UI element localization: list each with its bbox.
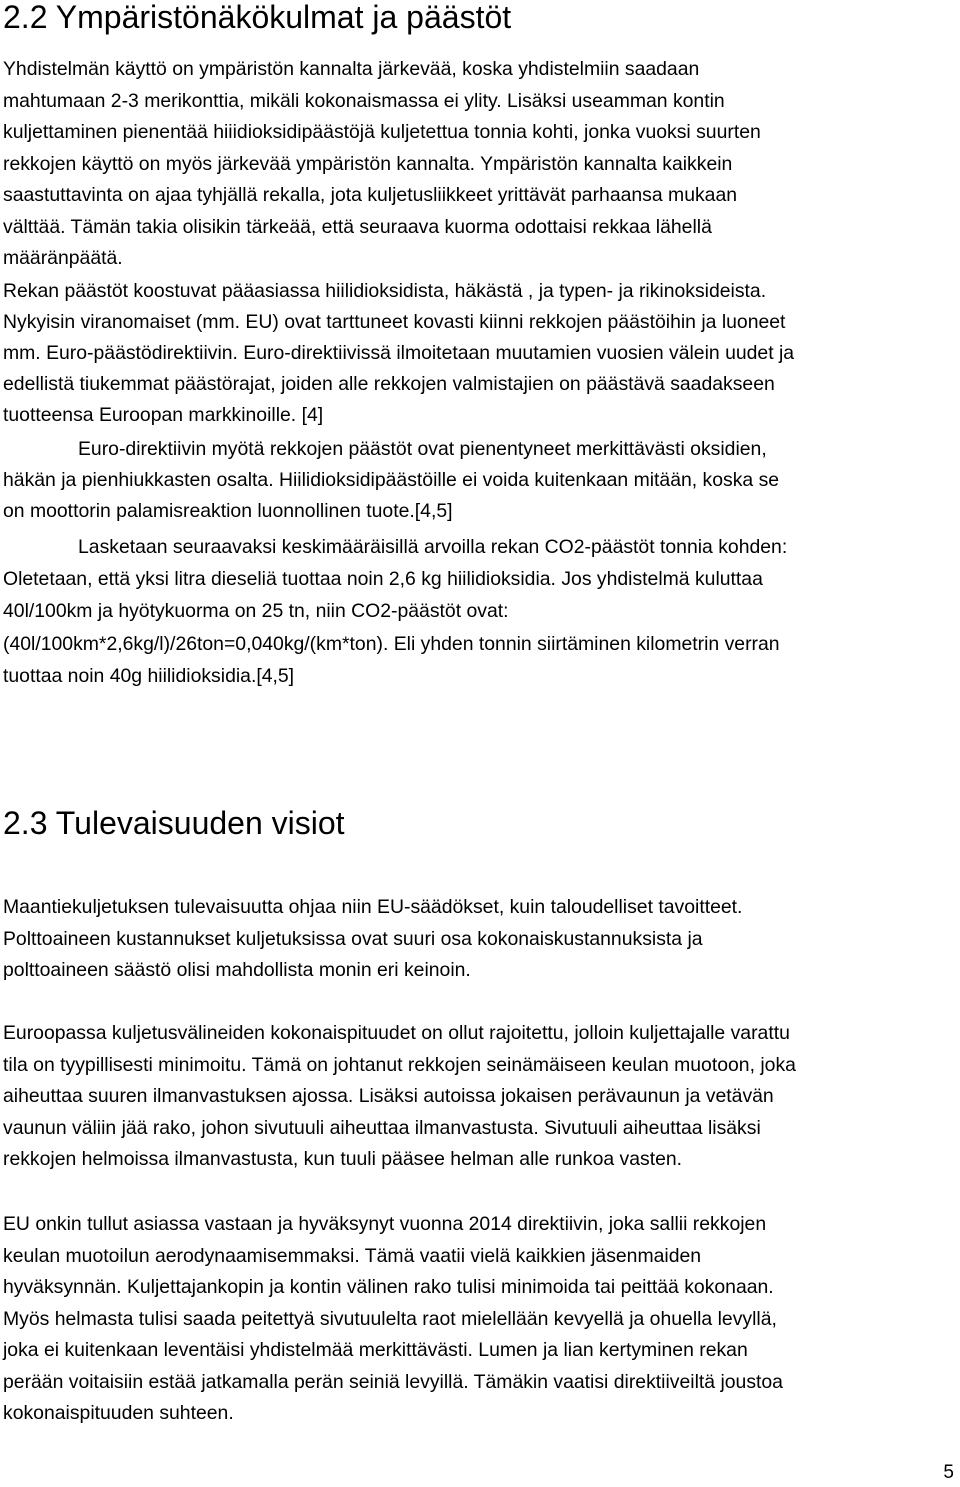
text-line: on moottorin palamisreaktion luonnollinen tuote.[4,5] (3, 500, 453, 522)
text-line: hyväksynnän. Kuljettajankopin ja kontin välinen rako tulisi minimoida tai peittää kokonaan. (3, 1276, 774, 1298)
text-line: tuottaa noin 40g hiilidioksidia.[4,5] (3, 664, 295, 687)
text-line: rekkojen käyttö on myös järkevää ympäristön kannalta. Ympäristön kannalta kaikkein (3, 152, 733, 175)
section-heading-2-2: 2.2 Ympäristönäkökulmat ja päästöt (3, 0, 512, 35)
paragraph-truck-emissions (3, 276, 955, 430)
text-line: Oletetaan, että yksi litra dieseliä tuottaa noin 2,6 kg hiilidioksidia. Jos yhdistelmä kuluttaa (3, 568, 763, 591)
text-line: kuljettaminen pienentää hiiidioksidipäästöjä kuljetettua tonnia kohti, jonka vuoksi suurten (3, 121, 761, 143)
paragraph-environmental-benefits (3, 54, 955, 275)
text-line: määränpäätä. (3, 247, 123, 269)
text-line: mahtumaan 2-3 merikonttia, mikäli kokonaismassa ei ylity. Lisäksi useamman kontin (3, 89, 725, 112)
text-line: Myös helmasta tulisi saada peitettyä sivutuulelta raot mielellään kevyellä ja ohuella levyllä, (3, 1307, 777, 1330)
text-line: saastuttavinta on ajaa tyhjällä rekalla, jota kuljetusliikkeet yrittävät parhaansa mukaan (3, 184, 738, 206)
text-line: joka ei kuitenkaan leventäisi yhdistelmää merkittävästi. Lumen ja lian kertyminen rekan (3, 1339, 748, 1361)
text-line: polttoaineen säästö olisi mahdollista monin eri keinoin. (3, 959, 471, 981)
text-line: Maantiekuljetuksen tulevaisuutta ohjaa niin EU-säädökset, kuin taloudelliset tavoitteet. (3, 896, 743, 918)
text-line: aiheuttaa suuren ilmanvastuksen ajossa. Lisäksi autoissa jokaisen perävaunun ja vetävän (3, 1085, 774, 1107)
text-line: EU onkin tullut asiassa vastaan ja hyväksynyt vuonna 2014 direktiivin, joka sallii rekkojen (3, 1213, 767, 1235)
paragraph-euro-directive (3, 434, 955, 527)
text-line: perään voitaisiin estää jatkamalla perän seiniä levyillä. Tämäkin vaatisi direktiiveiltä joustoa (3, 1370, 783, 1393)
text-line: keulan muotoilun aerodynaamisemmaksi. Tämä vaatii vielä kaikkien jäsenmaiden (3, 1244, 702, 1267)
text-line: Nykyisin viranomaiset (mm. EU) ovat tarttuneet kovasti kiinni rekkojen päästöihin ja luoneet (3, 310, 786, 333)
text-line: edellistä tiukemmat päästörajat, joiden alle rekkojen valmistajien on päästävä saadakseen (3, 372, 775, 395)
paragraph-vehicle-length (3, 1018, 955, 1176)
text-line: Yhdistelmän käyttö on ympäristön kannalta järkevää, koska yhdistelmiin saadaan (3, 58, 700, 80)
section-heading-2-3: 2.3 Tulevaisuuden visiot (3, 805, 345, 841)
text-line: vaunun väliin jää rako, johon sivutuuli aiheuttaa ilmanvastusta. Sivutuuli aiheuttaa lisäksi (3, 1116, 761, 1139)
text-line: kokonaispituuden suhteen. (3, 1402, 234, 1424)
paragraph-co2-calculation (3, 531, 955, 692)
text-line: Euroopassa kuljetusvälineiden kokonaispituudet on ollut rajoitettu, jolloin kuljettajalle varattu (3, 1022, 790, 1044)
text-line: (40l/100km*2,6kg/l)/26ton=0,040kg/(km*ton). Eli yhden tonnin siirtäminen kilometrin verran (3, 632, 780, 655)
text-line: Euro-direktiivin myötä rekkojen päästöt ovat pienentyneet merkittävästi oksidien, (78, 438, 767, 460)
text-line: Polttoaineen kustannukset kuljetuksissa ovat suuri osa kokonaiskustannuksista ja (3, 927, 703, 950)
text-line: välttää. Tämän takia olisikin tärkeää, että seuraava kuorma odottaisi rekkaa lähellä (3, 215, 712, 238)
paragraph-eu-directive-2014 (3, 1209, 955, 1430)
text-line: rekkojen helmoissa ilmanvastusta, kun tuuli pääsee helman alle runkoa vasten. (3, 1148, 683, 1170)
text-line: tuotteensa Euroopan markkinoille. [4] (3, 403, 324, 426)
page-number: 5 (943, 1462, 954, 1483)
text-line: Lasketaan seuraavaksi keskimääräisillä arvoilla rekan CO2-päästöt tonnia kohden: (78, 536, 788, 558)
paragraph-future-regulation (3, 892, 955, 987)
text-line: Rekan päästöt koostuvat pääasiassa hiilidioksidista, häkästä , ja typen- ja rikinoksideista. (3, 280, 767, 302)
text-line: 40l/100km ja hyötykuorma on 25 tn, niin CO2-päästöt ovat: (3, 600, 509, 623)
text-line: mm. Euro-päästödirektiivin. Euro-direktiivissä ilmoitetaan muutamien vuosien välein uudet ja (3, 341, 795, 364)
text-line: häkän ja pienhiukkasten osalta. Hiilidioksidipäästöille ei voida kuitenkaan mitään, koska se (3, 469, 780, 491)
text-line: tila on tyypillisesti minimoitu. Tämä on johtanut rekkojen seinämäiseen keulan muotoon, joka (3, 1053, 796, 1076)
